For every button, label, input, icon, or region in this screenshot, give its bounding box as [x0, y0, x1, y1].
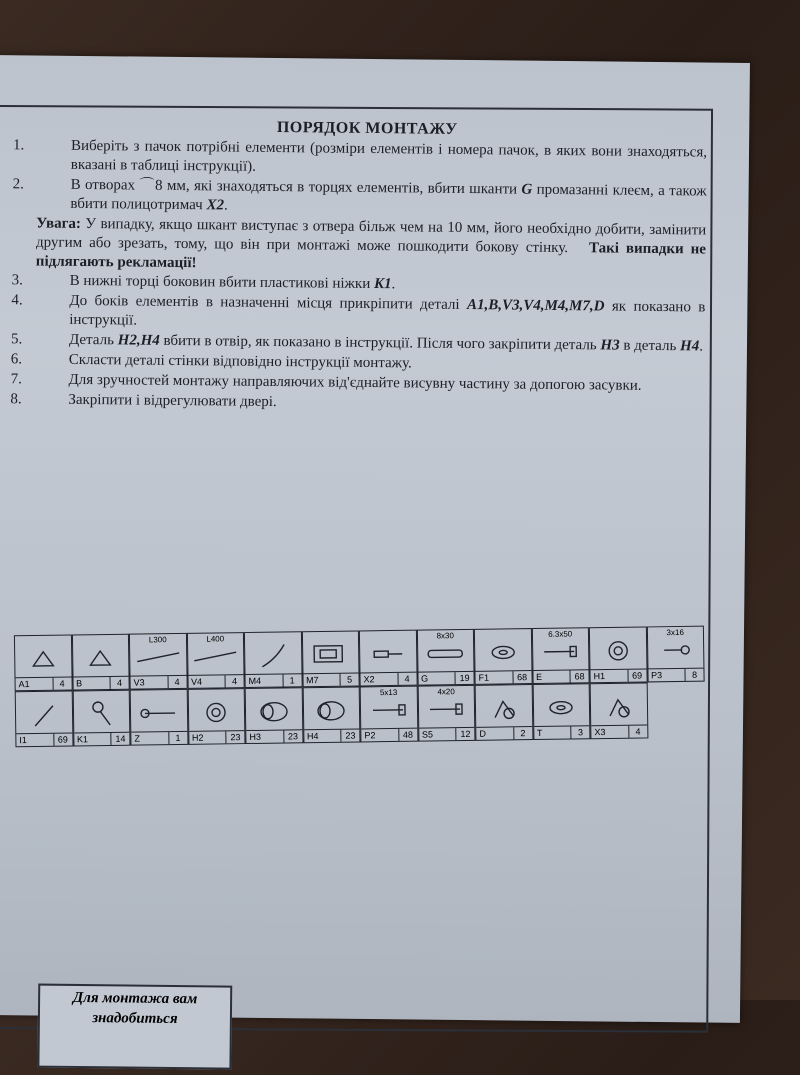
item-number: 6.	[5, 350, 69, 370]
part-label	[591, 724, 647, 738]
item-text: Скласти деталі стінки відповідно інструкції монтажу.	[69, 351, 705, 377]
part-label	[360, 672, 416, 686]
part-label	[648, 668, 704, 682]
part-cell	[416, 629, 474, 686]
part-code: G	[418, 672, 456, 685]
part-size	[360, 632, 415, 633]
part-code: M7	[303, 674, 341, 687]
screw-icon	[418, 692, 474, 727]
part-qty: 4	[111, 677, 129, 689]
part-label	[188, 674, 244, 688]
part-code: E	[533, 671, 571, 684]
instructions-block	[4, 115, 707, 417]
part-ref: X2	[206, 197, 224, 213]
part-size: 5x13	[361, 688, 417, 698]
part-cell	[186, 632, 244, 689]
part-code: H4	[304, 730, 342, 743]
part-cell	[244, 631, 302, 688]
part-ref: H4	[680, 338, 699, 354]
part-cell	[532, 683, 590, 740]
part-size	[591, 684, 647, 685]
part-cell	[130, 689, 188, 746]
part-cell	[646, 626, 704, 683]
list-item	[5, 291, 705, 336]
part-cell	[245, 687, 303, 744]
part-ref: K1	[374, 276, 392, 292]
part-cell	[417, 685, 475, 742]
item-number: 1.	[7, 136, 71, 175]
item-text: Закріпити і відрегулювати двері.	[68, 391, 704, 417]
part-qty: 19	[455, 672, 473, 684]
part-code: V3	[131, 676, 169, 689]
part-code: P3	[648, 669, 686, 682]
text-run: Деталь	[69, 332, 118, 349]
parts-row	[14, 626, 705, 692]
text-run: як показано в інструкції.	[69, 298, 705, 328]
text-run: в деталь	[620, 338, 681, 355]
part-size	[188, 690, 244, 691]
holder-icon	[591, 689, 647, 724]
tools-title: Для монтажа вам знадобиться	[40, 988, 230, 1030]
rail-icon	[188, 639, 244, 674]
part-code: S5	[419, 728, 457, 741]
tools-box	[37, 984, 232, 1070]
part-qty: 69	[628, 669, 646, 681]
part-cell	[360, 686, 418, 743]
part-qty: 23	[341, 729, 359, 741]
part-qty: 4	[226, 675, 244, 687]
part-code: B	[73, 677, 111, 690]
part-ref: H3	[600, 337, 619, 353]
part-code: F1	[475, 671, 513, 684]
item-number: 2.	[6, 175, 70, 214]
part-qty: 1	[169, 732, 187, 744]
item-text: Виберіть з пачок потрібні елементи (розміри елементів і номера пачок, в яких вони знаходяться, вказані в таблиці інструкції).	[71, 137, 707, 182]
text-run: .	[391, 276, 395, 292]
part-code: D	[476, 727, 514, 740]
parts-table	[14, 626, 705, 748]
part-label	[476, 726, 532, 740]
part-qty: 4	[168, 676, 186, 688]
part-label	[590, 668, 646, 682]
part-cell	[71, 634, 129, 691]
part-size	[476, 686, 532, 687]
part-ref: H2,H4	[118, 332, 160, 348]
part-qty: 14	[111, 733, 129, 745]
list-item	[6, 175, 706, 220]
barrel-icon	[303, 693, 359, 728]
part-code: X2	[360, 673, 398, 686]
part-code: H2	[189, 731, 227, 744]
dowel-icon	[417, 636, 473, 671]
part-label	[418, 671, 474, 685]
part-cell	[359, 630, 417, 687]
warning-text: У випадку, якщо шкант виступає з отвера більж чем на 10 мм, його необхідно добити, замінити другим або зрезать, тому, що він при монтажі може пошкодити бокову стінку.	[36, 216, 706, 256]
rail-icon	[130, 640, 186, 675]
shelf-pin-icon	[360, 637, 416, 672]
part-qty: 4	[398, 673, 416, 685]
part-code: H3	[246, 731, 284, 744]
parts-row	[15, 682, 648, 747]
part-size: L400	[187, 634, 243, 644]
part-qty: 48	[399, 729, 417, 741]
item-number: 3.	[6, 271, 70, 291]
part-label	[533, 669, 589, 683]
part-size	[303, 688, 359, 689]
part-size	[15, 636, 70, 637]
warning-bold: Такі випадки не підлягають рекламації!	[36, 240, 706, 271]
part-code: H1	[590, 670, 628, 683]
part-cell	[474, 628, 532, 685]
item-number: 8.	[4, 390, 68, 410]
text-run: вбити в отвір, як показано в інструкції. Після чого закріпити деталь	[160, 333, 601, 354]
part-cell	[187, 688, 245, 745]
screw-icon	[361, 693, 417, 728]
part-code: P2	[361, 729, 399, 742]
part-size: 6.3x50	[532, 629, 588, 639]
pin-icon	[131, 696, 187, 731]
warning-note	[6, 214, 707, 278]
part-code: I1	[16, 734, 54, 747]
cam-lock-icon	[188, 695, 244, 730]
text-run: В нижні торці боковин вбити пластикові ніжки	[70, 273, 375, 292]
item-text: Для зручностей монтажу направляючих від'єднайте висувну частину за допогою засувки.	[68, 371, 704, 397]
text-run: .	[224, 197, 228, 213]
part-size	[475, 630, 530, 631]
part-cell	[589, 626, 647, 683]
bolt-icon	[16, 697, 72, 732]
paper-sheet	[0, 55, 750, 1023]
clip-icon	[476, 691, 532, 726]
part-qty: 68	[513, 671, 531, 683]
text-run: До боків елементів в назначенні місця прикріпити деталі	[69, 293, 467, 313]
hinge-icon	[15, 641, 71, 676]
part-label	[246, 729, 302, 743]
part-size	[246, 689, 302, 690]
part-qty: 69	[54, 733, 72, 745]
part-code: A1	[16, 678, 54, 691]
part-qty: 2	[514, 727, 532, 739]
part-code: Z	[131, 732, 169, 745]
part-label	[304, 728, 360, 742]
part-size: L300	[130, 635, 186, 645]
plate-icon	[302, 637, 358, 672]
part-qty: 23	[284, 730, 302, 742]
part-cell	[129, 633, 187, 690]
list-item	[7, 136, 707, 181]
part-cell	[302, 686, 360, 743]
part-qty: 4	[53, 677, 71, 689]
part-size	[131, 691, 187, 692]
item-number: 5.	[5, 330, 69, 350]
washer-icon	[533, 690, 589, 725]
part-label	[419, 727, 475, 741]
cap-icon	[475, 635, 531, 670]
part-size: 3x16	[647, 628, 703, 638]
part-qty: 12	[456, 728, 474, 740]
part-label	[303, 672, 359, 686]
cam-icon	[590, 633, 646, 668]
item-text	[69, 292, 705, 337]
part-qty: 23	[226, 731, 244, 743]
part-label	[475, 670, 531, 684]
part-label	[189, 730, 245, 744]
part-size	[72, 636, 127, 637]
part-qty: 8	[685, 669, 703, 681]
part-ref: A1,B,V3,V4,M4,M7,D	[467, 297, 605, 314]
part-size	[590, 628, 645, 629]
part-cell	[301, 630, 359, 687]
item-number: 4.	[5, 291, 69, 330]
part-label	[534, 725, 590, 739]
part-code: X3	[591, 726, 629, 739]
page-title: ПОРЯДОК МОНТАЖУ	[27, 115, 707, 141]
text-run: В отворах ⌒8 мм, які знаходяться в торцях елементів, вбити шканти	[71, 177, 522, 198]
part-qty: 68	[570, 670, 588, 682]
part-label	[16, 676, 72, 690]
part-qty: 3	[571, 726, 589, 738]
part-label	[361, 728, 417, 742]
part-qty: 5	[340, 673, 358, 685]
part-size	[245, 633, 300, 634]
part-size	[533, 685, 589, 686]
part-qty: 1	[283, 674, 301, 686]
foot-icon	[73, 697, 129, 732]
part-code: V4	[188, 675, 226, 688]
part-cell	[531, 627, 589, 684]
bracket-icon	[73, 641, 129, 676]
screw-icon	[532, 634, 588, 669]
part-label	[130, 675, 186, 689]
text-run: .	[699, 338, 703, 354]
item-number: 7.	[5, 370, 69, 390]
part-label	[73, 676, 129, 690]
warning-label: Увага:	[36, 215, 81, 231]
part-label	[131, 731, 187, 745]
part-qty: 4	[629, 725, 647, 737]
part-size	[73, 692, 129, 693]
part-cell	[15, 690, 73, 747]
part-label	[74, 732, 130, 746]
part-size	[16, 692, 72, 693]
part-cell	[590, 682, 648, 739]
part-code: T	[534, 727, 572, 740]
part-cell	[72, 690, 130, 747]
rod-icon	[245, 638, 301, 673]
part-label	[245, 673, 301, 687]
part-size: 4x20	[418, 687, 474, 697]
part-size: 8x30	[417, 631, 473, 641]
part-ref: G	[521, 182, 532, 198]
part-cell	[475, 684, 533, 741]
connector-icon	[246, 694, 302, 729]
item-text	[70, 176, 706, 221]
part-code: K1	[74, 733, 112, 746]
part-code: M4	[246, 675, 284, 688]
part-label	[16, 732, 72, 746]
part-cell	[14, 634, 72, 691]
small-screw-icon	[647, 633, 703, 668]
text-run: промазанні клеєм, а також вбити полицотримач	[70, 182, 706, 214]
part-size	[302, 632, 357, 633]
